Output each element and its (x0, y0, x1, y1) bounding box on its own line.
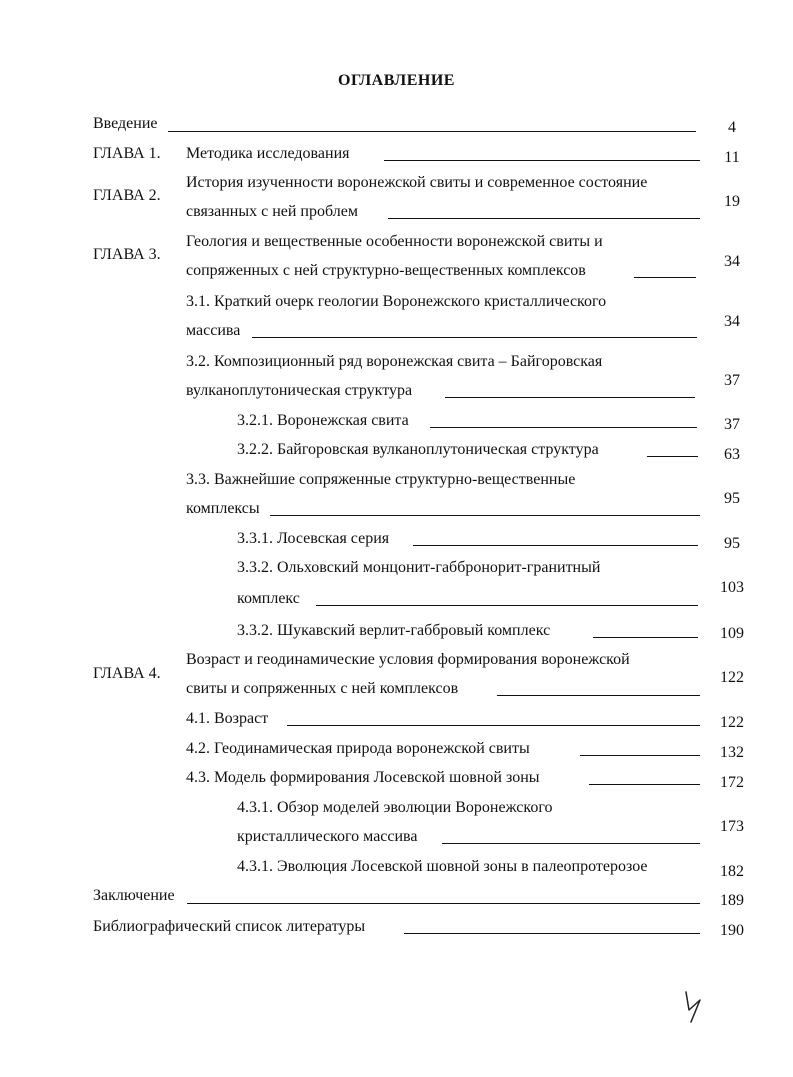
toc-entry-3-1-line-2: массива (186, 322, 241, 339)
toc-entry-conclusion: Заключение (93, 887, 175, 904)
toc-entry-4-3: 4.3. Модель формирования Лосевской шовной зоны (186, 769, 540, 786)
toc-entry-chapter-1: Методика исследования (186, 145, 350, 162)
chapter-label: ГЛАВА 3. (93, 246, 161, 263)
toc-entry-chapter-3-line-2: сопряженных с ней структурно-вещественных комплексов (186, 262, 586, 279)
toc-entry-3-3-line-2: комплексы (186, 500, 260, 517)
toc-entry-4-3-1b: 4.3.1. Эволюция Лосевской шовной зоны в палеопротерозое (237, 858, 648, 875)
leader-line (404, 933, 700, 934)
toc-entry-4-2: 4.2. Геодинамическая природа воронежской свиты (186, 740, 530, 757)
leader-line (580, 755, 700, 756)
page-number: 182 (720, 863, 744, 880)
toc-entry-3-3-2-line-1: 3.3.2. Ольховский монцонит-габбронорит-гранитный (237, 559, 601, 576)
chapter-label: ГЛАВА 4. (93, 665, 161, 682)
leader-line (270, 515, 700, 516)
page-title: ОГЛАВЛЕНИЕ (338, 72, 455, 89)
page-number: 189 (720, 892, 744, 909)
leader-line (593, 637, 698, 638)
toc-entry-3-1-line-1: 3.1. Краткий очерк геологии Воронежского кристаллического (186, 293, 607, 310)
page-number: 95 (724, 490, 740, 507)
toc-entry-bibliography: Библиографический список литературы (93, 918, 366, 935)
leader-line (445, 397, 695, 398)
leader-line (168, 131, 696, 132)
chapter-label: ГЛАВА 2. (93, 187, 161, 204)
toc-entry-chapter-2-line-1: История изученности воронежской свиты и современное состояние (186, 174, 648, 191)
leader-line (647, 456, 698, 457)
toc-entry-chapter-4-line-1: Возраст и геодинамические условия формирования воронежской (186, 651, 630, 668)
page-number: 103 (720, 579, 744, 596)
page-number: 19 (724, 193, 740, 210)
leader-line (413, 545, 698, 546)
page-number: 63 (724, 446, 740, 463)
page-number: 173 (720, 818, 744, 835)
leader-line (589, 784, 700, 785)
leader-line (388, 218, 700, 219)
page-number: 34 (724, 313, 740, 330)
toc-entry-3-2-line-2: вулканоплутоническая структура (186, 382, 413, 399)
leader-line (430, 427, 697, 428)
toc-entry-chapter-2-line-2: связанных с ней проблем (186, 203, 358, 220)
page-number: 11 (724, 149, 740, 166)
handwritten-page-mark (680, 990, 708, 1024)
leader-line (442, 843, 700, 844)
page-number: 37 (724, 416, 740, 433)
toc-entry-4-3-1-line-2: кристаллического массива (237, 828, 418, 845)
chapter-label: ГЛАВА 1. (93, 145, 161, 162)
leader-line (187, 903, 700, 904)
leader-line (384, 160, 700, 161)
toc-entry-3-3-2-line-2: комплекс (237, 590, 300, 607)
leader-line (252, 337, 697, 338)
toc-entry-4-1: 4.1. Возраст (186, 710, 269, 727)
toc-entry-3-3-2b: 3.3.2. Шукавский верлит-габбровый комплекс (237, 622, 551, 639)
page-number: 95 (724, 535, 740, 552)
toc-entry-chapter-4-line-2: свиты и сопряженных с ней комплексов (186, 680, 459, 697)
toc-entry-3-3-1: 3.3.1. Лосевская серия (237, 530, 390, 547)
page-number: 132 (720, 744, 744, 761)
page-number: 190 (720, 922, 744, 939)
page-number: 4 (728, 119, 736, 136)
page-number: 122 (720, 714, 744, 731)
leader-line (316, 605, 698, 606)
page-number: 37 (724, 372, 740, 389)
toc-entry-4-3-1-line-1: 4.3.1. Обзор моделей эволюции Воронежского (237, 799, 553, 816)
toc-entry-3-2-2: 3.2.2. Байгоровская вулканоплутоническая структура (237, 441, 599, 458)
leader-line (287, 725, 700, 726)
page-number: 109 (720, 625, 744, 642)
toc-entry-chapter-3-line-1: Геология и вещественные особенности воронежской свиты и (186, 233, 603, 250)
toc-entry-intro: Введение (93, 115, 158, 132)
leader-line (634, 277, 696, 278)
page-number: 122 (720, 669, 744, 686)
toc-entry-3-3-line-1: 3.3. Важнейшие сопряженные структурно-вещественные (186, 471, 576, 488)
page-number: 34 (724, 253, 740, 270)
leader-line (497, 695, 700, 696)
page-number: 172 (720, 774, 744, 791)
toc-entry-3-2-line-1: 3.2. Композиционный ряд воронежская свита – Байгоровская (186, 353, 603, 370)
toc-entry-3-2-1: 3.2.1. Воронежская свита (237, 412, 409, 429)
